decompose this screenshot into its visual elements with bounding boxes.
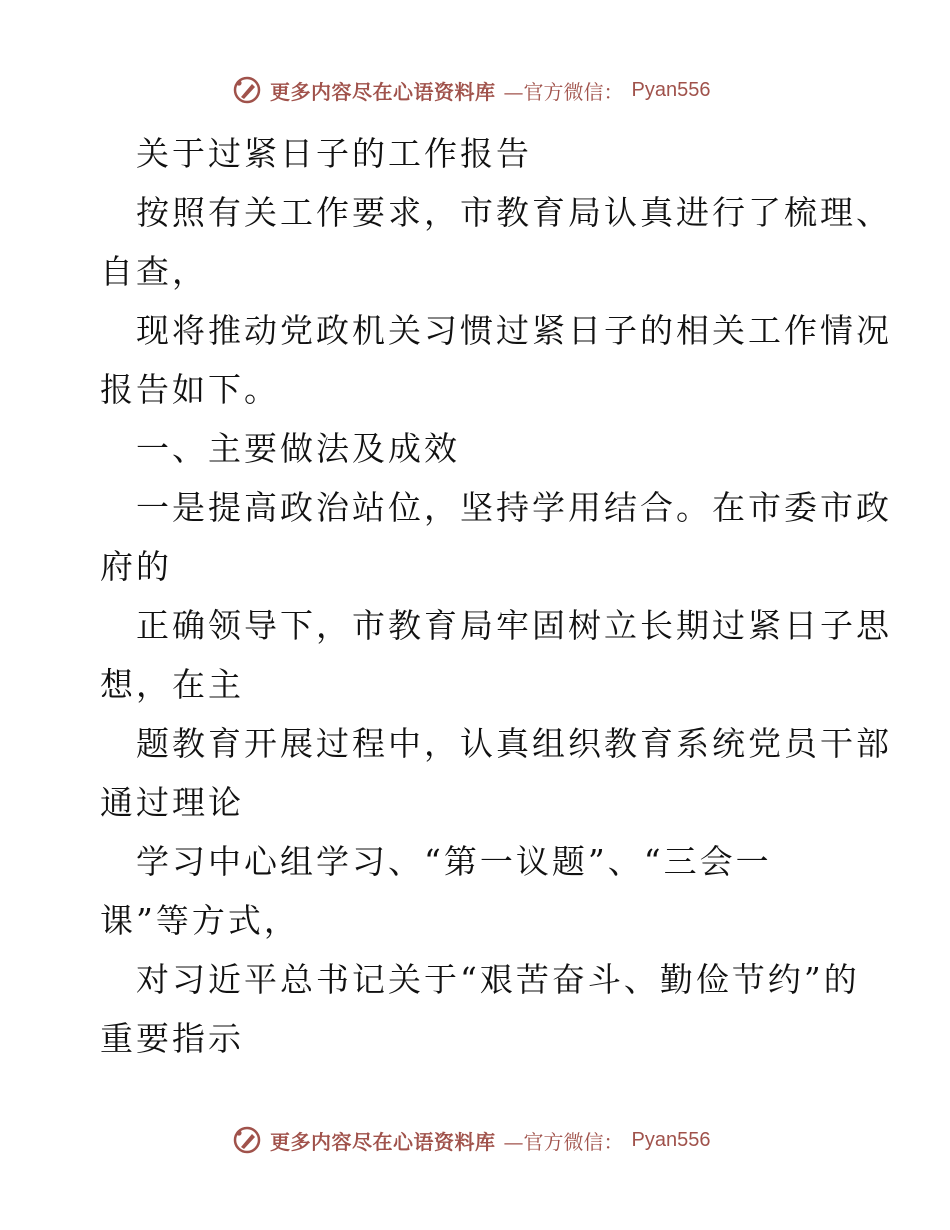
footer-watermark (232, 1122, 752, 1158)
paragraph-line: 课”等方式， (100, 901, 300, 940)
watermark-wechat-id: Pyan556 (631, 78, 711, 101)
paragraph-line: 题教育开展过程中，认真组织教育系统党员干部 (136, 724, 892, 763)
paragraph-line: 重要指示 (100, 1019, 244, 1058)
paragraph-line: 通过理论 (100, 783, 244, 822)
watermark-text: 更多内容尽在心语资料库 (270, 1129, 496, 1154)
paragraph-line: 正确领导下，市教育局牢固树立长期过紧日子思 (136, 606, 892, 645)
document-title: 关于过紧日子的工作报告 (136, 134, 532, 173)
paragraph-line: 对习近平总书记关于“艰苦奋斗、勤俭节约”的 (136, 960, 860, 999)
watermark-separator: —官方微信： (503, 79, 624, 104)
paragraph-line: 一是提高政治站位，坚持学用结合。在市委市政 (136, 488, 892, 527)
watermark-text: 更多内容尽在心语资料库 (270, 79, 496, 104)
paragraph-line: 自查， (100, 252, 208, 291)
paragraph-line: 按照有关工作要求，市教育局认真进行了梳理、 (136, 193, 892, 232)
paragraph-line: 府的 (100, 547, 172, 586)
pen-logo-icon (232, 1125, 262, 1155)
paragraph-line: 想，在主 (100, 665, 244, 704)
paragraph-line: 现将推动党政机关习惯过紧日子的相关工作情况 (136, 311, 892, 350)
header-watermark (232, 72, 752, 108)
section-heading: 一、主要做法及成效 (136, 429, 460, 468)
watermark-separator: —官方微信： (503, 1129, 624, 1154)
paragraph-line: 报告如下。 (100, 370, 280, 409)
pen-logo-icon (232, 75, 262, 105)
watermark-wechat-id: Pyan556 (631, 1128, 711, 1151)
document-body (100, 124, 892, 1068)
paragraph-line: 学习中心组学习、“第一议题”、“三会一 (136, 842, 772, 881)
